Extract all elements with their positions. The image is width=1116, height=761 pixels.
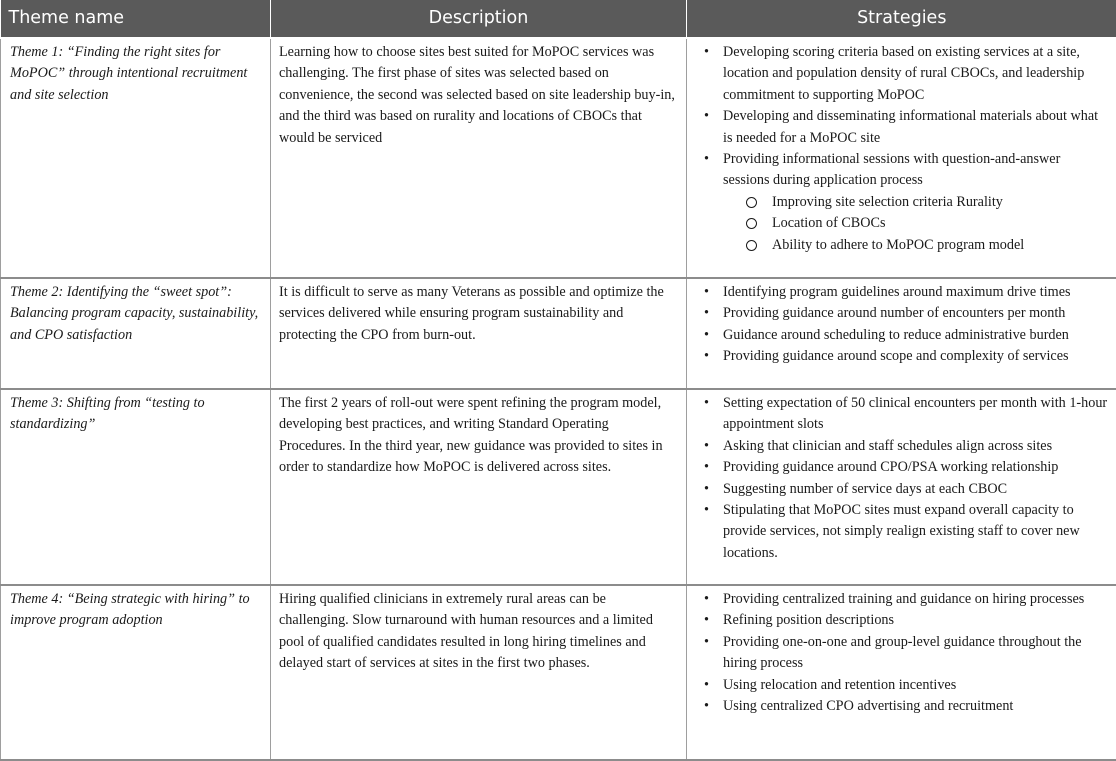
- strategy-text: Providing guidance around CPO/PSA working relationship: [723, 459, 1058, 475]
- strategy-item: [695, 42, 1108, 106]
- strategies-cell: [687, 585, 1116, 760]
- sub-strategy-text: Improving site selection criteria Rurality: [772, 194, 1003, 210]
- strategies-cell: [687, 389, 1116, 585]
- strategies-cell: [687, 278, 1116, 389]
- theme-cell: Theme 1: “Finding the right sites for MoPOC” through intentional recruitment and site selection: [1, 38, 271, 278]
- strategies-cell: [687, 38, 1116, 278]
- strategy-text: Using centralized CPO advertising and recruitment: [723, 698, 1013, 714]
- theme-cell: Theme 3: Shifting from “testing to standardizing”: [1, 389, 271, 585]
- bullet-icon: •: [704, 325, 709, 346]
- strategy-item: [695, 457, 1108, 478]
- description-cell: It is difficult to serve as many Veterans as possible and optimize the services delivered while ensuring program sustainability and protecting the CPO from burn-out.: [271, 278, 687, 389]
- strategy-item: [695, 589, 1108, 610]
- strategy-text: Developing scoring criteria based on existing services at a site, location and population density of rural CBOCs, and leadership commitment to supporting MoPOC: [723, 44, 1084, 103]
- strategy-item: [695, 106, 1108, 149]
- sub-strategy-item: [744, 192, 1108, 213]
- strategy-item: [695, 479, 1108, 500]
- strategy-text: Providing one-on-one and group-level guidance throughout the hiring process: [723, 634, 1082, 671]
- circle-bullet-icon: [746, 218, 757, 229]
- bullet-icon: •: [704, 610, 709, 631]
- bullet-icon: •: [704, 303, 709, 324]
- bullet-icon: •: [704, 479, 709, 500]
- strategy-item: [695, 632, 1108, 675]
- strategy-item: [695, 325, 1108, 346]
- strategy-text: Asking that clinician and staff schedules align across sites: [723, 438, 1052, 454]
- strategy-list: [695, 42, 1108, 256]
- circle-bullet-icon: [746, 197, 757, 208]
- header-row: [1, 0, 1116, 38]
- strategy-item: [695, 282, 1108, 303]
- header-strategies: Strategies: [687, 0, 1116, 38]
- strategy-list: [695, 393, 1108, 564]
- bullet-icon: •: [704, 436, 709, 457]
- bullet-icon: •: [704, 500, 709, 521]
- strategy-item: [695, 675, 1108, 696]
- description-cell: Hiring qualified clinicians in extremely rural areas can be challenging. Slow turnaround with human resources and a limited pool of qualified candidates resulted in long hiring timelines and delayed start of services at sites in the first two phases.: [271, 585, 687, 760]
- theme-cell: Theme 2: Identifying the “sweet spot”: Balancing program capacity, sustainability, and CPO satisfaction: [1, 278, 271, 389]
- bullet-icon: •: [704, 42, 709, 63]
- bullet-icon: •: [704, 393, 709, 414]
- strategy-item: [695, 149, 1108, 256]
- strategy-item: [695, 610, 1108, 631]
- strategy-text: Setting expectation of 50 clinical encounters per month with 1-hour appointment slots: [723, 395, 1107, 432]
- sub-strategy-text: Ability to adhere to MoPOC program model: [772, 237, 1024, 253]
- bullet-icon: •: [704, 632, 709, 653]
- strategy-text: Identifying program guidelines around maximum drive times: [723, 284, 1071, 300]
- sub-strategy-list: [723, 192, 1108, 256]
- sub-strategy-item: [744, 235, 1108, 256]
- strategy-text: Providing informational sessions with question-and-answer sessions during application process: [723, 151, 1060, 188]
- strategy-text: Suggesting number of service days at each CBOC: [723, 481, 1007, 497]
- strategy-item: [695, 303, 1108, 324]
- strategy-item: [695, 346, 1108, 367]
- description-cell: The first 2 years of roll-out were spent refining the program model, developing best practices, and writing Standard Operating Procedures. In the third year, new guidance was provided to sites in order to standardize how MoPOC is delivered across sites.: [271, 389, 687, 585]
- strategy-text: Refining position descriptions: [723, 612, 894, 628]
- bullet-icon: •: [704, 675, 709, 696]
- bullet-icon: •: [704, 282, 709, 303]
- bullet-icon: •: [704, 696, 709, 717]
- bullet-icon: •: [704, 106, 709, 127]
- bullet-icon: •: [704, 149, 709, 170]
- strategy-text: Providing guidance around number of encounters per month: [723, 305, 1065, 321]
- description-cell: Learning how to choose sites best suited for MoPOC services was challenging. The first phase of sites was selected based on convenience, the second was selected based on site leadership buy-in, and the third was based on rurality and locations of CBOCs that would be serviced: [271, 38, 687, 278]
- strategy-item: [695, 696, 1108, 717]
- circle-bullet-icon: [746, 240, 757, 251]
- table-row: [1, 38, 1116, 278]
- strategy-text: Guidance around scheduling to reduce administrative burden: [723, 327, 1069, 343]
- header-description: Description: [271, 0, 687, 38]
- bullet-icon: •: [704, 457, 709, 478]
- strategy-text: Providing centralized training and guidance on hiring processes: [723, 591, 1084, 607]
- strategy-item: [695, 436, 1108, 457]
- strategy-item: [695, 500, 1108, 564]
- strategy-text: Using relocation and retention incentives: [723, 677, 956, 693]
- strategy-text: Developing and disseminating informational materials about what is needed for a MoPOC site: [723, 108, 1098, 145]
- bullet-icon: •: [704, 346, 709, 367]
- strategy-item: [695, 393, 1108, 436]
- sub-strategy-text: Location of CBOCs: [772, 215, 886, 231]
- strategy-text: Providing guidance around scope and complexity of services: [723, 348, 1069, 364]
- table-row: [1, 585, 1116, 760]
- sub-strategy-item: [744, 213, 1108, 234]
- strategy-list: [695, 282, 1108, 368]
- theme-cell: Theme 4: “Being strategic with hiring” to improve program adoption: [1, 585, 271, 760]
- table-row: [1, 389, 1116, 585]
- strategy-text: Stipulating that MoPOC sites must expand overall capacity to provide services, not simply realign existing staff to cover new locations.: [723, 502, 1080, 561]
- table-row: [1, 278, 1116, 389]
- strategy-list: [695, 589, 1108, 717]
- header-theme-name: Theme name: [1, 0, 271, 38]
- bullet-icon: •: [704, 589, 709, 610]
